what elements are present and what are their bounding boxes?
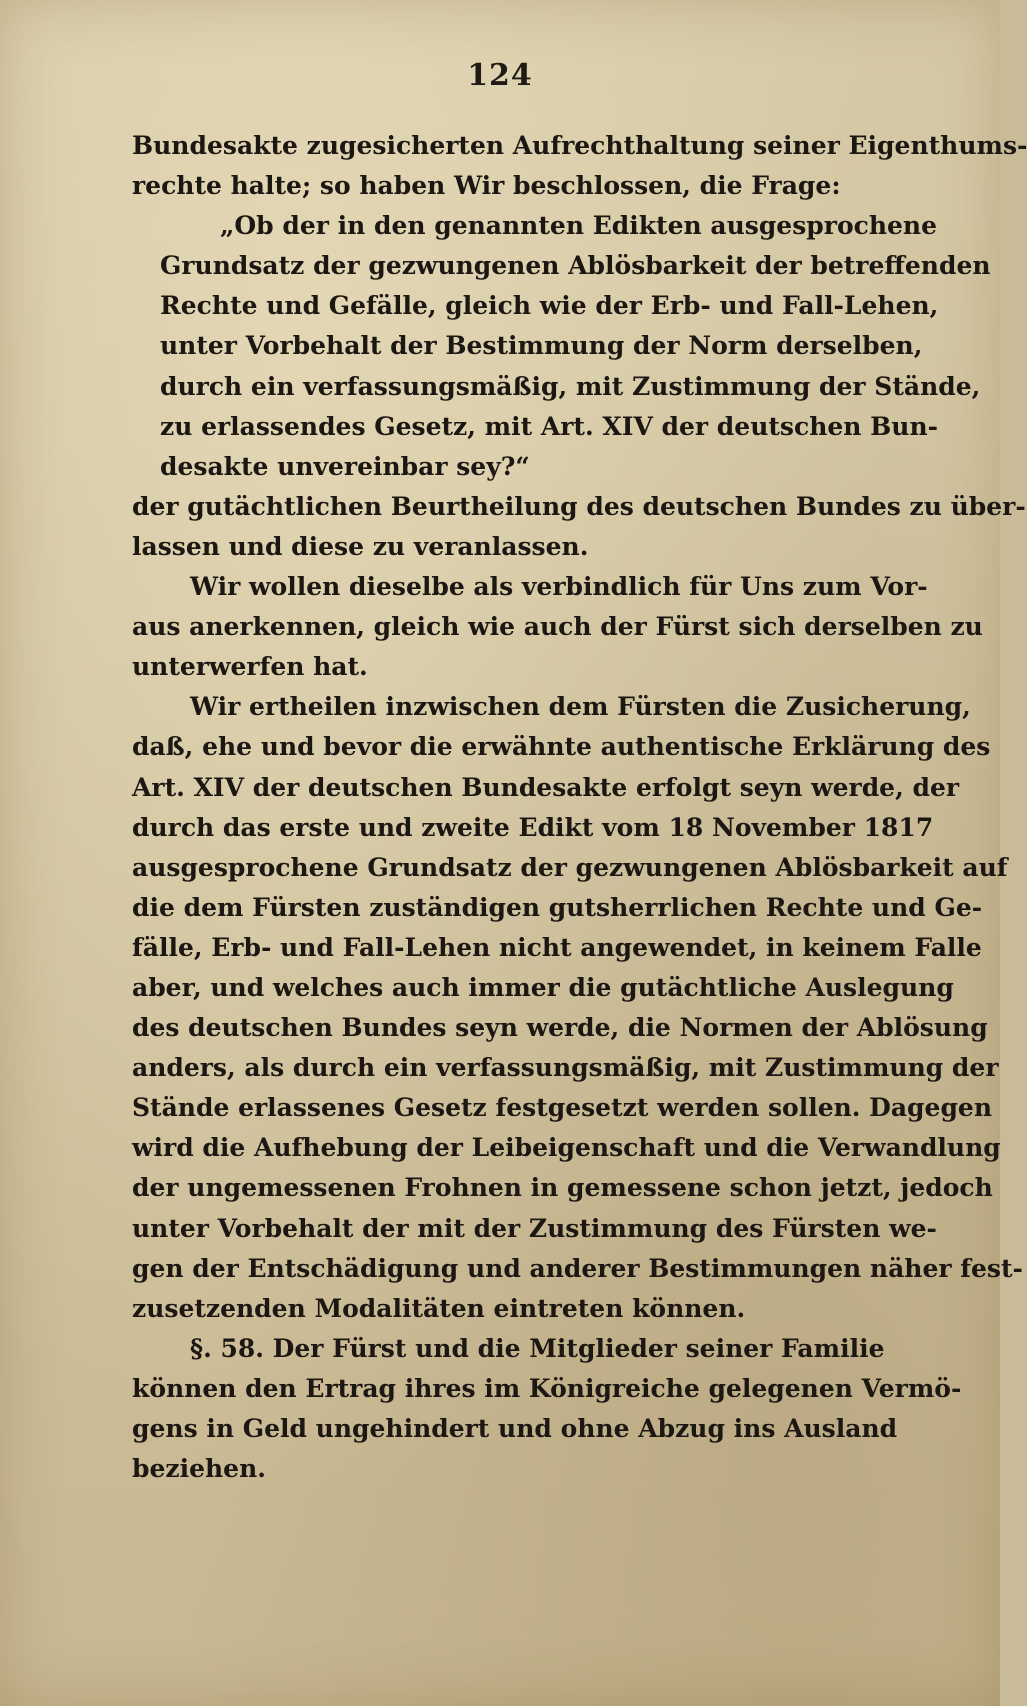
text-line: können den Ertrag ihres im Königreiche gelegenen Vermö- xyxy=(132,1373,962,1403)
text-line: Wir wollen dieselbe als verbindlich für Uns zum Vor- xyxy=(190,572,928,602)
text-line: des deutschen Bundes seyn werde, die Normen der Ablösung xyxy=(132,1013,988,1043)
text-line: aus anerkennen, gleich wie auch der Fürst sich derselben zu xyxy=(132,612,983,642)
text-line: der ungemessenen Frohnen in gemessene schon jetzt, jedoch xyxy=(132,1173,993,1203)
text-line: zusetzenden Modalitäten eintreten können. xyxy=(132,1293,746,1323)
text-line: desakte unvereinbar sey?“ xyxy=(160,451,530,481)
text-line: gens in Geld ungehindert und ohne Abzug ins Ausland xyxy=(132,1414,898,1443)
text-line: unter Vorbehalt der Bestimmung der Norm derselben, xyxy=(160,331,923,361)
body-text xyxy=(132,126,1027,1489)
text-line: Grundsatz der gezwungenen Ablösbarkeit der betreffenden xyxy=(160,251,991,281)
text-line: Stände erlassenes Gesetz festgesetzt werden sollen. Dagegen xyxy=(132,1093,993,1123)
text-line: wird die Aufhebung der Leibeigenschaft und die Verwandlung xyxy=(132,1133,1001,1163)
text-line: „Ob der in den genannten Edikten ausgesprochene xyxy=(220,211,938,241)
text-line: fälle, Erb- und Fall-Lehen nicht angewendet, in keinem Falle xyxy=(132,932,982,962)
text-line: aber, und welches auch immer die gutächtliche Auslegung xyxy=(132,972,954,1002)
text-line: zu erlassendes Gesetz, mit Art. XIV der deutschen Bun- xyxy=(160,411,939,441)
text-line: rechte halte; so haben Wir beschlossen, die Frage: xyxy=(132,171,841,201)
text-line: beziehen. xyxy=(132,1454,266,1484)
text-line: die dem Fürsten zuständigen gutsherrlichen Rechte und Ge- xyxy=(132,892,983,922)
text-line: der gutächtlichen Beurtheilung des deutschen Bundes zu über- xyxy=(132,491,1026,521)
text-line: durch ein verfassungsmäßig, mit Zustimmung der Stände, xyxy=(160,371,981,401)
text-line: unter Vorbehalt der mit der Zustimmung des Fürsten we- xyxy=(132,1213,937,1243)
text-line: Bundesakte zugesicherten Aufrechthaltung seiner Eigenthums- xyxy=(132,131,1027,160)
text-line: anders, als durch ein verfassungsmäßig, mit Zustimmung der xyxy=(132,1053,999,1083)
text-line: ausgesprochene Grundsatz der gezwungenen Ablösbarkeit auf xyxy=(132,852,1008,882)
text-line: lassen und diese zu veranlassen. xyxy=(132,531,589,561)
text-line: durch das erste und zweite Edikt vom 18 November 1817 xyxy=(132,812,934,842)
text-line: unterwerfen hat. xyxy=(132,652,368,682)
text-line: gen der Entschädigung und anderer Bestimmungen näher fest- xyxy=(132,1253,1023,1283)
page-number: 124 xyxy=(467,58,533,93)
text-line: daß, ehe und bevor die erwähnte authentische Erklärung des xyxy=(132,732,991,762)
text-line: Rechte und Gefälle, gleich wie der Erb- und Fall-Lehen, xyxy=(160,291,939,321)
text-line: §. 58. Der Fürst und die Mitglieder seiner Familie xyxy=(190,1333,885,1363)
text-line: Wir ertheilen inzwischen dem Fürsten die Zusicherung, xyxy=(190,692,971,722)
text-line: Art. XIV der deutschen Bundesakte erfolgt seyn werde, der xyxy=(132,772,960,802)
